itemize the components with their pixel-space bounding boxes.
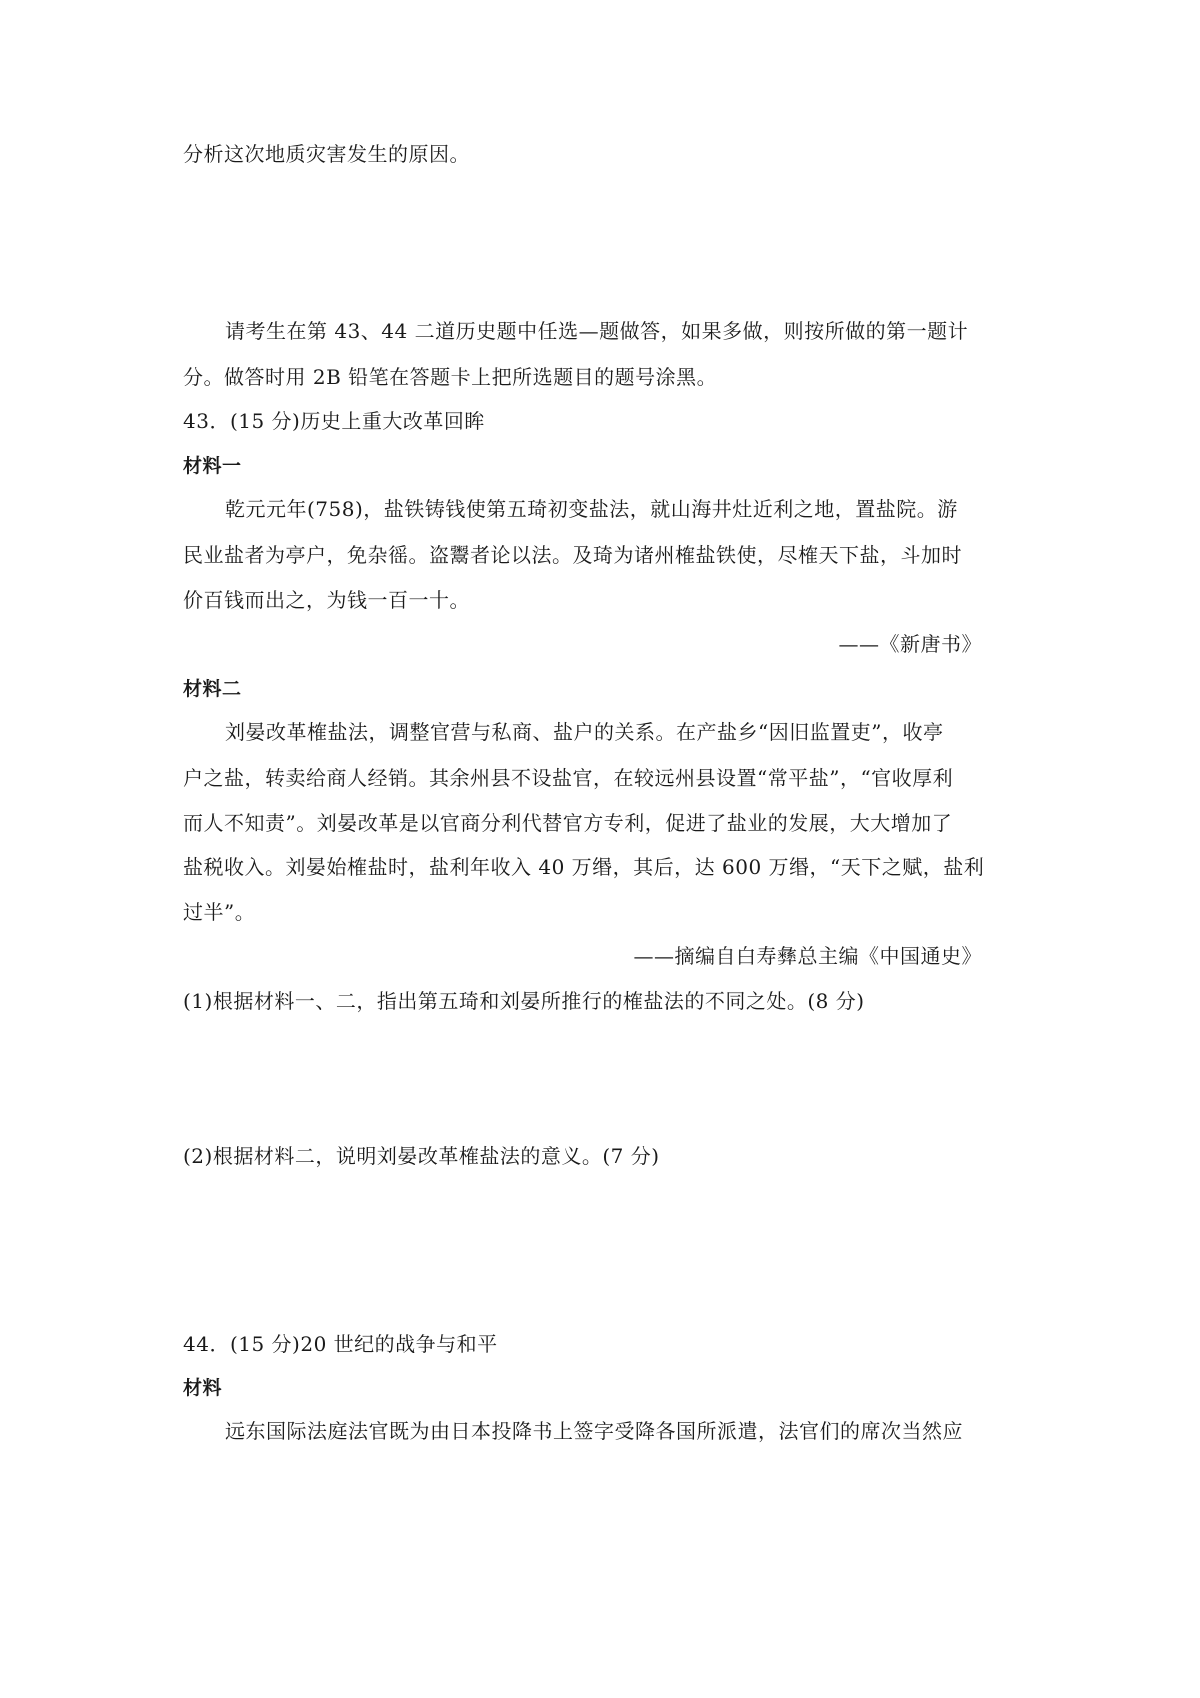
- material-2-heading: 材料二: [183, 678, 242, 700]
- material-1-heading: 材料一: [183, 455, 242, 477]
- material-1-line-2: 民业盐者为亭户，免杂徭。盗鬻者论以法。及琦为诸州榷盐铁使，尽榷天下盐，斗加时: [183, 543, 962, 567]
- question-43-part-2: (2)根据材料二，说明刘晏改革榷盐法的意义。(7 分): [183, 1144, 660, 1168]
- material-1-line-3: 价百钱而出之，为钱一百一十。: [183, 588, 470, 612]
- instruction-line-1: 请考生在第 43、44 二道历史题中任选—题做答，如果多做，则按所做的第一题计: [225, 319, 969, 343]
- material-2-line-2: 户之盐，转卖给商人经销。其余州县不设盐官，在较远州县设置“常平盐”，“官收厚利: [183, 766, 954, 790]
- question-44-title: 44．(15 分)20 世纪的战争与和平: [183, 1332, 498, 1356]
- material-2-source: ——摘编自白寿彝总主编《中国通史》: [633, 944, 982, 968]
- material-line-1: 远东国际法庭法官既为由日本投降书上签字受降各国所派遣，法官们的席次当然应: [225, 1419, 963, 1443]
- material-1-source: ——《新唐书》: [838, 632, 982, 656]
- material-1-line-1: 乾元元年(758)，盐铁铸钱使第五琦初变盐法，就山海井灶近利之地，置盐院。游: [225, 497, 958, 521]
- material-2-line-3: 而人不知责”。刘晏改革是以官商分利代替官方专利，促进了盐业的发展，大大增加了: [183, 811, 953, 835]
- material-2-line-5: 过半”。: [183, 900, 256, 924]
- instruction-line-2: 分。做答时用 2B 铅笔在答题卡上把所选题目的题号涂黑。: [183, 365, 718, 389]
- question-43-title: 43．(15 分)历史上重大改革回眸: [183, 409, 485, 433]
- question-43-part-1: (1)根据材料一、二，指出第五琦和刘晏所推行的榷盐法的不同之处。(8 分): [183, 989, 865, 1013]
- question-prompt-line: 分析这次地质灾害发生的原因。: [183, 142, 470, 166]
- material-2-line-4: 盐税收入。刘晏始榷盐时，盐利年收入 40 万缗，其后，达 600 万缗，“天下之赋，盐利: [183, 855, 985, 879]
- material-heading: 材料: [183, 1377, 223, 1399]
- material-2-line-1: 刘晏改革榷盐法，调整官营与私商、盐户的关系。在产盐乡“因旧监置吏”，收亭: [225, 720, 944, 744]
